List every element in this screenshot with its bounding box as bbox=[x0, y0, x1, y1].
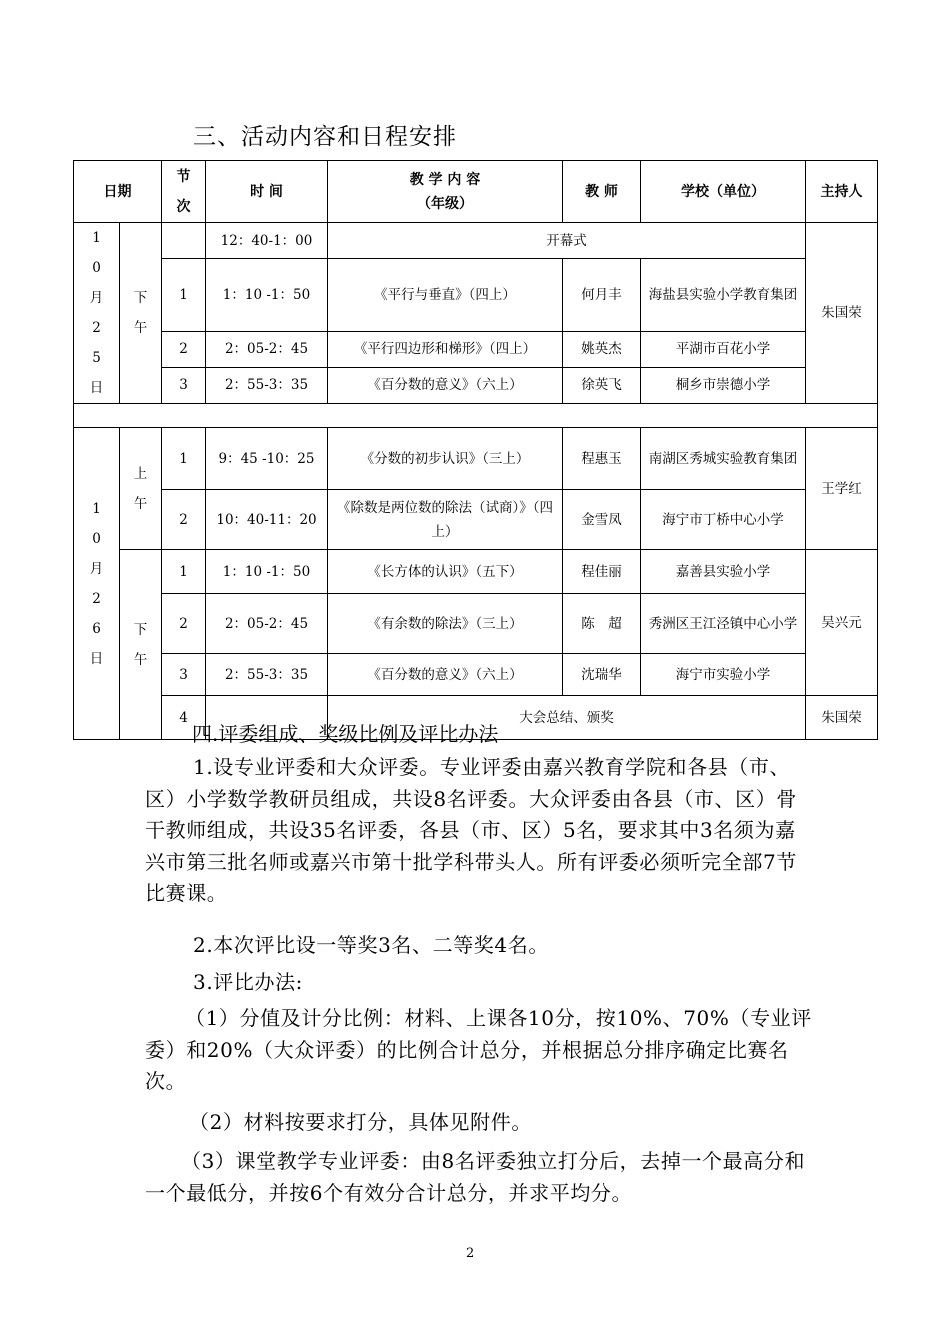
day2-morning-session: 上午 bbox=[120, 428, 162, 550]
paragraph-3: 3.评比办法: bbox=[193, 970, 304, 994]
content-cell: 《百分数的意义》（六上） bbox=[328, 367, 563, 403]
period-cell bbox=[162, 223, 206, 259]
period-cell: 4 bbox=[162, 696, 206, 740]
period-cell: 3 bbox=[162, 367, 206, 403]
paragraph-2: 2.本次评比设一等奖3名、二等奖4名。 bbox=[193, 933, 549, 957]
period-cell: 2 bbox=[162, 594, 206, 654]
teacher-cell: 金雪凤 bbox=[563, 490, 641, 550]
day2-afternoon-host: 吴兴元 bbox=[806, 550, 878, 696]
time-cell: 2：55-3：35 bbox=[206, 367, 328, 403]
closing-host: 朱国荣 bbox=[806, 696, 878, 740]
period-cell: 2 bbox=[162, 490, 206, 550]
section-4-title: 四.评委组成、奖级比例及评比办法 bbox=[192, 722, 499, 746]
paragraph-6: （3）课堂教学专业评委：由8名评委独立打分后，去掉一个最高分和一个最低分，并按6个有效分合计总分，并求平均分。 bbox=[145, 1149, 806, 1205]
time-cell: 12：40-1：00 bbox=[206, 223, 328, 259]
day1-session: 下午 bbox=[120, 223, 162, 404]
time-cell: 10：40-11：20 bbox=[206, 490, 328, 550]
content-cell: 《长方体的认识》（五下） bbox=[328, 550, 563, 594]
table-row bbox=[74, 654, 878, 696]
header-teacher: 教 师 bbox=[563, 161, 641, 223]
school-cell: 秀洲区王江泾镇中心小学 bbox=[641, 594, 806, 654]
teacher-cell: 程惠玉 bbox=[563, 428, 641, 490]
opening-ceremony: 开幕式 bbox=[328, 223, 806, 259]
period-cell: 1 bbox=[162, 428, 206, 490]
header-host: 主持人 bbox=[806, 161, 878, 223]
header-date: 日期 bbox=[74, 161, 162, 223]
table-row bbox=[74, 428, 878, 490]
table-row bbox=[74, 550, 878, 594]
period-cell: 3 bbox=[162, 654, 206, 696]
school-cell: 南湖区秀城实验教育集团 bbox=[641, 428, 806, 490]
time-cell: 2：05-2：45 bbox=[206, 331, 328, 367]
teacher-cell: 何月丰 bbox=[563, 259, 641, 331]
table-row bbox=[74, 490, 878, 550]
content-cell: 《平行四边形和梯形》（四上） bbox=[328, 331, 563, 367]
table-row bbox=[74, 331, 878, 367]
day2-morning-host: 王学红 bbox=[806, 428, 878, 550]
school-cell: 海盐县实验小学教育集团 bbox=[641, 259, 806, 331]
spacer-cell bbox=[74, 404, 878, 428]
table-row bbox=[74, 223, 878, 259]
time-cell: 2：05-2：45 bbox=[206, 594, 328, 654]
teacher-cell: 程佳丽 bbox=[563, 550, 641, 594]
content-cell: 《有余数的除法》（三上） bbox=[328, 594, 563, 654]
school-cell: 海宁市丁桥中心小学 bbox=[641, 490, 806, 550]
school-cell: 平湖市百花小学 bbox=[641, 331, 806, 367]
period-cell: 1 bbox=[162, 550, 206, 594]
teacher-cell: 姚英杰 bbox=[563, 331, 641, 367]
content-cell: 《百分数的意义》（六上） bbox=[328, 654, 563, 696]
paragraph-5: （2）材料按要求打分，具体见附件。 bbox=[189, 1110, 532, 1134]
school-cell: 海宁市实验小学 bbox=[641, 654, 806, 696]
period-cell: 1 bbox=[162, 259, 206, 331]
table-row bbox=[74, 594, 878, 654]
school-cell: 桐乡市崇德小学 bbox=[641, 367, 806, 403]
period-cell: 2 bbox=[162, 331, 206, 367]
header-time: 时 间 bbox=[206, 161, 328, 223]
content-cell: 《分数的初步认识》（三上） bbox=[328, 428, 563, 490]
paragraph-4: （1）分值及计分比例：材料、上课各10分，按10%、70%（专业评委）和20%（大众评委）的比例合计总分，并根据总分排序确定比赛名次。 bbox=[145, 1006, 812, 1093]
spacer-row bbox=[74, 404, 878, 428]
header-row bbox=[74, 161, 878, 223]
schedule-table bbox=[73, 160, 878, 740]
header-school: 学校（单位） bbox=[641, 161, 806, 223]
section-3-title: 三、活动内容和日程安排 bbox=[193, 124, 457, 150]
time-cell: 9：45 -10：25 bbox=[206, 428, 328, 490]
header-period: 节次 bbox=[162, 161, 206, 223]
content-cell: 《除数是两位数的除法（试商）》（四上） bbox=[328, 490, 563, 550]
teacher-cell: 沈瑞华 bbox=[563, 654, 641, 696]
school-cell: 嘉善县实验小学 bbox=[641, 550, 806, 594]
table-row bbox=[74, 367, 878, 403]
table-row bbox=[74, 259, 878, 331]
paragraph-1: 1.设专业评委和大众评委。专业评委由嘉兴教育学院和各县（市、区）小学数学教研员组成，共设8名评委。大众评委由各县（市、区）骨干教师组成，共设35名评委，各县（市、区）5名，要求其中3名须为嘉兴市第三批名师或嘉兴市第十批学科带头人。所有评委必须听完全部7节比赛课。 bbox=[145, 755, 797, 905]
day1-host: 朱国荣 bbox=[806, 223, 878, 404]
time-cell: 1：10 -1：50 bbox=[206, 259, 328, 331]
day2-date: 10月26日 bbox=[74, 428, 120, 740]
day2-afternoon-session: 下午 bbox=[120, 550, 162, 740]
closing-ceremony: 大会总结、颁奖 bbox=[328, 696, 806, 740]
content-cell: 《平行与垂直》（四上） bbox=[328, 259, 563, 331]
teacher-cell: 陈 超 bbox=[563, 594, 641, 654]
teacher-cell: 徐英飞 bbox=[563, 367, 641, 403]
header-content: 教 学 内 容 （年级） bbox=[328, 161, 563, 223]
time-cell: 2：55-3：35 bbox=[206, 654, 328, 696]
page-number: 2 bbox=[466, 1246, 475, 1261]
day1-date: 10月25日 bbox=[74, 223, 120, 404]
time-cell: 1：10 -1：50 bbox=[206, 550, 328, 594]
